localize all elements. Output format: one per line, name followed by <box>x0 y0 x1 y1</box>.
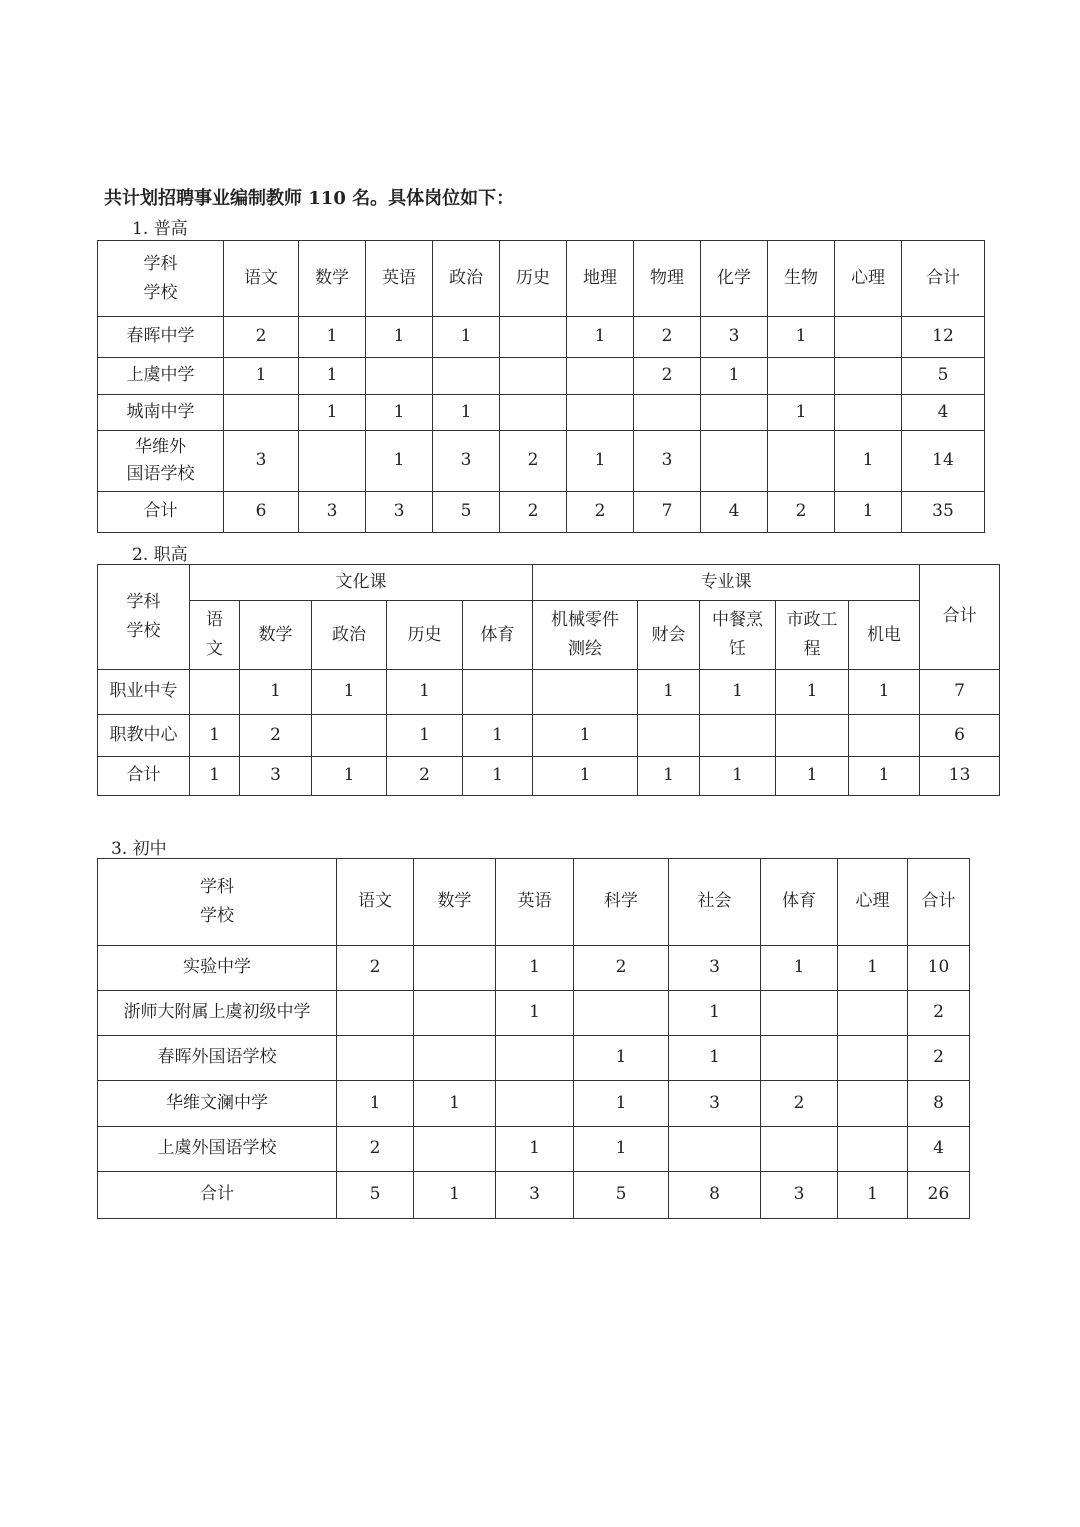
subject-header: 财会 <box>638 601 700 670</box>
school-name-cell: 合计 <box>98 1172 337 1219</box>
value-cell: 2 <box>908 1036 970 1081</box>
corner-school-label: 学校 <box>126 621 161 641</box>
corner-subject-label: 学科 <box>126 592 161 613</box>
value-cell: 8 <box>908 1081 970 1127</box>
value-cell <box>496 1081 574 1127</box>
value-cell: 1 <box>224 358 299 395</box>
subject-header <box>533 601 638 670</box>
value-cell: 1 <box>574 1127 669 1172</box>
value-cell <box>768 431 835 492</box>
value-cell: 1 <box>835 431 902 492</box>
subject-header-line: 中餐烹 <box>712 610 764 631</box>
section-title-general-high: 1. 普高 <box>132 219 188 239</box>
corner-header <box>98 565 190 670</box>
subject-header: 政治 <box>312 601 387 670</box>
value-cell <box>414 991 496 1036</box>
value-cell <box>701 395 768 431</box>
subject-header: 英语 <box>366 241 433 317</box>
value-cell: 35 <box>902 492 985 533</box>
subject-header-line: 测绘 <box>568 639 603 659</box>
value-cell: 6 <box>224 492 299 533</box>
value-cell <box>838 1036 908 1081</box>
value-cell: 2 <box>240 715 312 757</box>
subject-header: 英语 <box>496 859 574 946</box>
value-cell <box>634 395 701 431</box>
value-cell: 2 <box>574 946 669 991</box>
value-cell <box>190 670 240 715</box>
subject-header-line: 饪 <box>729 639 747 659</box>
value-cell <box>500 395 567 431</box>
corner-subject-label: 学科 <box>200 877 234 898</box>
total-row <box>98 1172 970 1219</box>
value-cell: 5 <box>433 492 500 533</box>
value-cell: 1 <box>849 670 920 715</box>
value-cell: 3 <box>496 1172 574 1219</box>
subject-header: 科学 <box>574 859 669 946</box>
subject-header: 化学 <box>701 241 768 317</box>
table-general-high <box>97 240 985 533</box>
value-cell: 5 <box>574 1172 669 1219</box>
school-name-cell-line: 国语学校 <box>126 464 195 484</box>
value-cell: 1 <box>669 991 761 1036</box>
value-cell: 1 <box>190 757 240 796</box>
intro-text: 共计划招聘事业编制教师 110 名。具体岗位如下： <box>104 188 515 209</box>
value-cell: 1 <box>574 1081 669 1127</box>
table-row <box>98 991 970 1036</box>
table-header-row <box>98 859 970 946</box>
table-row <box>98 431 985 492</box>
school-name-cell: 春晖外国语学校 <box>98 1036 337 1081</box>
value-cell: 1 <box>299 358 366 395</box>
value-cell: 14 <box>902 431 985 492</box>
subject-header: 心理 <box>835 241 902 317</box>
value-cell <box>312 715 387 757</box>
value-cell: 4 <box>902 395 985 431</box>
group-header-culture: 文化课 <box>190 565 533 601</box>
subject-header: 数学 <box>299 241 366 317</box>
value-cell <box>838 991 908 1036</box>
value-cell: 3 <box>299 492 366 533</box>
subject-header-line: 市政工 <box>786 610 838 631</box>
subject-header <box>776 601 849 670</box>
school-name-cell: 合计 <box>98 757 190 796</box>
school-name-cell: 春晖中学 <box>98 317 224 358</box>
value-cell: 3 <box>669 946 761 991</box>
value-cell: 1 <box>433 317 500 358</box>
value-cell: 4 <box>701 492 768 533</box>
value-cell: 1 <box>414 1172 496 1219</box>
table-row <box>98 946 970 991</box>
value-cell: 1 <box>574 1036 669 1081</box>
value-cell: 7 <box>634 492 701 533</box>
value-cell: 3 <box>634 431 701 492</box>
subject-header: 语文 <box>337 859 414 946</box>
school-name-cell: 上虞外国语学校 <box>98 1127 337 1172</box>
value-cell: 1 <box>496 1127 574 1172</box>
corner-school-label: 学校 <box>143 282 178 303</box>
value-cell: 2 <box>908 991 970 1036</box>
value-cell: 1 <box>768 317 835 358</box>
value-cell: 6 <box>920 715 1000 757</box>
section-title-junior-high: 3. 初中 <box>111 839 167 859</box>
value-cell <box>366 358 433 395</box>
school-name-cell-line: 华维外 <box>135 436 186 457</box>
value-cell: 4 <box>908 1127 970 1172</box>
value-cell <box>849 715 920 757</box>
value-cell <box>567 395 634 431</box>
value-cell: 1 <box>533 757 638 796</box>
value-cell <box>500 358 567 395</box>
value-cell: 1 <box>337 1081 414 1127</box>
school-name-cell: 职业中专 <box>98 670 190 715</box>
table-row <box>98 358 985 395</box>
value-cell: 1 <box>638 670 700 715</box>
value-cell <box>337 991 414 1036</box>
subject-header: 社会 <box>669 859 761 946</box>
table-row <box>98 1036 970 1081</box>
value-cell: 1 <box>849 757 920 796</box>
corner-header <box>98 859 337 946</box>
value-cell: 2 <box>500 492 567 533</box>
value-cell: 2 <box>500 431 567 492</box>
value-cell <box>761 1127 838 1172</box>
subject-header: 地理 <box>567 241 634 317</box>
table-vocational-high <box>97 564 1000 796</box>
value-cell: 1 <box>433 395 500 431</box>
school-name-cell: 实验中学 <box>98 946 337 991</box>
value-cell: 1 <box>190 715 240 757</box>
value-cell: 3 <box>701 317 768 358</box>
value-cell: 1 <box>761 946 838 991</box>
corner-subject-label: 学科 <box>143 253 178 274</box>
value-cell <box>414 1127 496 1172</box>
value-cell <box>299 431 366 492</box>
table-row <box>98 395 985 431</box>
value-cell: 1 <box>414 1081 496 1127</box>
section-title-vocational-high: 2. 职高 <box>132 545 188 565</box>
group-header-professional: 专业课 <box>533 565 920 601</box>
subject-header: 心理 <box>838 859 908 946</box>
value-cell: 1 <box>387 670 463 715</box>
value-cell: 2 <box>634 358 701 395</box>
subject-header: 物理 <box>634 241 701 317</box>
value-cell: 26 <box>908 1172 970 1219</box>
value-cell <box>433 358 500 395</box>
value-cell <box>533 670 638 715</box>
value-cell: 1 <box>776 757 849 796</box>
value-cell: 1 <box>366 431 433 492</box>
value-cell: 1 <box>768 395 835 431</box>
table-row <box>98 1127 970 1172</box>
value-cell: 5 <box>902 358 985 395</box>
value-cell: 8 <box>669 1172 761 1219</box>
value-cell: 1 <box>567 317 634 358</box>
value-cell <box>700 715 776 757</box>
value-cell: 1 <box>838 946 908 991</box>
subject-header: 政治 <box>433 241 500 317</box>
value-cell: 2 <box>224 317 299 358</box>
subject-header: 数学 <box>240 601 312 670</box>
value-cell: 3 <box>366 492 433 533</box>
value-cell: 3 <box>761 1172 838 1219</box>
school-name-cell <box>98 431 224 492</box>
subject-header-line: 文 <box>206 639 223 659</box>
value-cell: 1 <box>533 715 638 757</box>
total-header: 合计 <box>908 859 970 946</box>
school-name-cell: 华维文澜中学 <box>98 1081 337 1127</box>
value-cell: 1 <box>838 1172 908 1219</box>
value-cell: 2 <box>337 946 414 991</box>
value-cell: 1 <box>700 670 776 715</box>
value-cell: 1 <box>638 757 700 796</box>
total-row <box>98 492 985 533</box>
value-cell: 1 <box>700 757 776 796</box>
value-cell <box>567 358 634 395</box>
value-cell: 2 <box>387 757 463 796</box>
table-subject-header-row <box>98 601 1000 670</box>
value-cell: 7 <box>920 670 1000 715</box>
value-cell <box>761 1036 838 1081</box>
value-cell <box>669 1127 761 1172</box>
value-cell <box>500 317 567 358</box>
subject-header <box>700 601 776 670</box>
subject-header <box>190 601 240 670</box>
value-cell: 1 <box>312 757 387 796</box>
value-cell: 5 <box>337 1172 414 1219</box>
value-cell: 1 <box>366 395 433 431</box>
value-cell: 1 <box>567 431 634 492</box>
corner-header <box>98 241 224 317</box>
value-cell <box>768 358 835 395</box>
school-name-cell: 上虞中学 <box>98 358 224 395</box>
school-name-cell: 浙师大附属上虞初级中学 <box>98 991 337 1036</box>
value-cell: 10 <box>908 946 970 991</box>
value-cell <box>414 1036 496 1081</box>
value-cell <box>761 991 838 1036</box>
value-cell <box>224 395 299 431</box>
table-row <box>98 1081 970 1127</box>
value-cell <box>835 317 902 358</box>
value-cell <box>838 1081 908 1127</box>
value-cell: 3 <box>224 431 299 492</box>
value-cell: 13 <box>920 757 1000 796</box>
value-cell: 2 <box>768 492 835 533</box>
subject-header: 数学 <box>414 859 496 946</box>
value-cell: 1 <box>496 991 574 1036</box>
value-cell: 2 <box>634 317 701 358</box>
table-row <box>98 670 1000 715</box>
value-cell: 3 <box>433 431 500 492</box>
value-cell <box>337 1036 414 1081</box>
table-row <box>98 715 1000 757</box>
value-cell: 2 <box>337 1127 414 1172</box>
value-cell: 1 <box>496 946 574 991</box>
value-cell: 1 <box>669 1036 761 1081</box>
value-cell <box>835 358 902 395</box>
subject-header-line: 语 <box>206 610 223 631</box>
value-cell <box>638 715 700 757</box>
table-junior-high <box>97 858 970 1219</box>
subject-header: 历史 <box>500 241 567 317</box>
subject-header: 体育 <box>463 601 533 670</box>
value-cell <box>496 1036 574 1081</box>
value-cell: 1 <box>366 317 433 358</box>
value-cell: 2 <box>761 1081 838 1127</box>
value-cell: 1 <box>387 715 463 757</box>
table-header-row <box>98 241 985 317</box>
subject-header-line: 机械零件 <box>551 610 620 631</box>
value-cell <box>701 431 768 492</box>
school-name-cell: 城南中学 <box>98 395 224 431</box>
school-name-cell: 合计 <box>98 492 224 533</box>
subject-header: 生物 <box>768 241 835 317</box>
value-cell: 1 <box>463 757 533 796</box>
value-cell: 1 <box>776 670 849 715</box>
table-group-header-row <box>98 565 1000 601</box>
total-row <box>98 757 1000 796</box>
value-cell: 1 <box>463 715 533 757</box>
total-header: 合计 <box>902 241 985 317</box>
subject-header: 体育 <box>761 859 838 946</box>
value-cell <box>838 1127 908 1172</box>
value-cell: 3 <box>240 757 312 796</box>
value-cell <box>835 395 902 431</box>
value-cell <box>414 946 496 991</box>
total-header: 合计 <box>920 565 1000 670</box>
subject-header-line: 程 <box>803 639 821 659</box>
value-cell <box>574 991 669 1036</box>
value-cell: 1 <box>240 670 312 715</box>
table-row <box>98 317 985 358</box>
value-cell: 1 <box>299 395 366 431</box>
value-cell: 1 <box>835 492 902 533</box>
value-cell: 1 <box>312 670 387 715</box>
school-name-cell: 职教中心 <box>98 715 190 757</box>
subject-header: 语文 <box>224 241 299 317</box>
corner-school-label: 学校 <box>200 906 234 926</box>
value-cell <box>776 715 849 757</box>
value-cell: 12 <box>902 317 985 358</box>
value-cell: 3 <box>669 1081 761 1127</box>
value-cell: 1 <box>701 358 768 395</box>
subject-header: 机电 <box>849 601 920 670</box>
subject-header: 历史 <box>387 601 463 670</box>
value-cell: 2 <box>567 492 634 533</box>
value-cell <box>463 670 533 715</box>
value-cell: 1 <box>299 317 366 358</box>
